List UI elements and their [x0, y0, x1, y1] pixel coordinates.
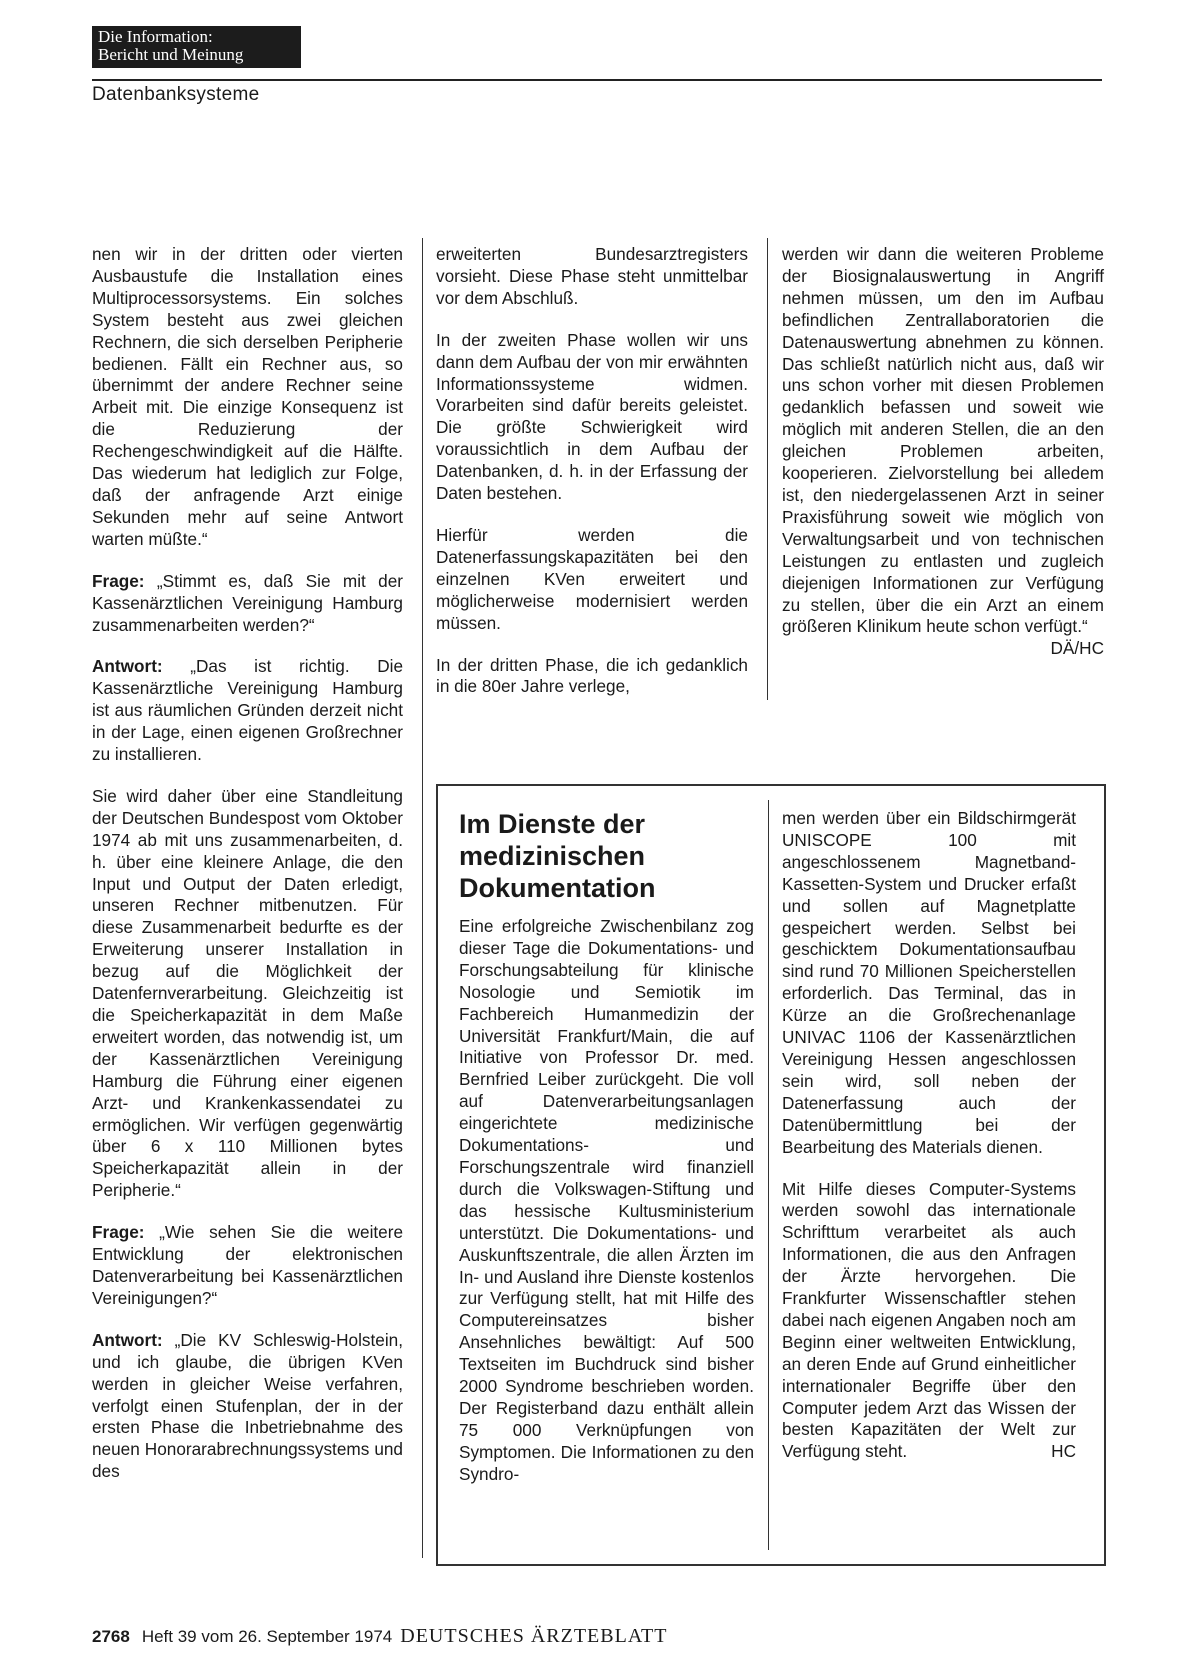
answer-text: „Die KV Schleswig-Holstein, und ich glaube, die übrigen KVen werden in gleicher Weise verfahren, verfolgt einen Stufenplan, der in der ersten Phase die Inbetriebnahme des neuen Honorarabrechnungssystems und des: [92, 1329, 403, 1482]
boxed-column-2: [782, 808, 1076, 1463]
paragraph: In der dritten Phase, die ich gedanklich in die 80er Jahre verlege,: [436, 654, 748, 697]
question-paragraph: [92, 571, 403, 637]
section-label: [92, 26, 301, 68]
paragraph: [782, 244, 1104, 659]
author-sign: DÄ/HC: [1050, 638, 1104, 659]
section-label-line1: Die Information:: [98, 27, 213, 46]
paragraph: Eine erfolgreiche Zwischenbilanz zog dieser Tage die Dokumentations- und Forschungsabteilung für klinische Nosologie und Semiotik im Fachbereich Humanmedizin der Universität Frankfurt/Main, die auf Initiative von Professor Dr. med. Bernfried Leiber zurückgeht. Die voll auf Datenverarbeitungsanlagen eingerichtete medizinische Dokumentations- und Forschungszentrale wird finanziell durch die Volkswagen-Stiftung und das hessische Kultusministerium unterstützt. Die Dokumentations- und Auskunftszentrale, die allen Ärzten im In- und Ausland ihre Dienste kostenlos zur Verfügung stellt, hat mit Hilfe des Computereinsatzes bisher Ansehnliches bewältigt: Auf 500 Textseiten im Buchdruck sind bisher 2000 Syndrome beschrieben worden. Der Registerband dazu enthält allein 75 000 Verknüpfungen von Symptomen. Die Informationen zu den Syndro-: [459, 916, 754, 1484]
paragraph: Sie wird daher über eine Standleitung der Deutschen Bundespost vom Oktober 1974 ab mit uns zusammenarbeiten, d. h. über eine kleinere Anlage, die den Input und Output der Daten erledigt, unseren Rechner mitbenutzen. Für diese Zusammenarbeit bedurfte es der Erweiterung unserer Installation in bezug auf die Möglichkeit der Datenfernverarbeitung. Gleichzeitig ist die Speicherkapazität in dem Maße erweitert worden, das notwendig ist, um der Kassenärztlichen Vereinigung Hamburg die Führung einer eigenen Arzt- und Krankenkassendatei zu ermöglichen. Wir verfügen gegenwärtig über 6 x 110 Millionen bytes Speicherkapazität allein in der Peripherie.“: [92, 785, 403, 1201]
boxed-column-1: [459, 916, 754, 1486]
paragraph: nen wir in der dritten oder vierten Ausbaustufe die Installation eines Multiprocessorsystems. Ein solches System besteht aus zwei gleichen Rechnern, die sich derselben Peripherie bedienen. Fällt ein Rechner aus, so übernimmt der andere Rechner seine Arbeit mit. Die einzige Konsequenz ist die Reduzierung der Rechengeschwindigkeit auf die Hälfte. Das wiederum hat lediglich zur Folge, daß der anfragende Arzt einige Sekunden mehr auf seine Antwort warten müßte.“: [92, 244, 403, 549]
question-paragraph: [92, 1222, 403, 1310]
question-label: Frage:: [92, 570, 145, 591]
paragraph-text: Mit Hilfe dieses Computer-Systems werden sowohl das internationale Schrifttum verarbeitet als auch Informationen, die aus den Anfragen der Ärzte hervorgehen. Die Frankfurter Wissenschaftler stehen dabei nach eigenen Angaben noch am Beginn einer weltweiten Entwicklung, an deren Ende auf Grund einheitlicher internationaler Begriffe über den Computer jedem Arzt das Wissen der besten Kapazitäten der Welt zur Verfügung steht.: [782, 1178, 1076, 1462]
page-number: 2768: [92, 1627, 130, 1646]
author-sign: HC: [1051, 1441, 1076, 1462]
boxed-article-title: Im Dienste der medizinischen Dokumentation: [459, 809, 656, 903]
question-text: „Wie sehen Sie die weitere Entwicklung der elektronischen Datenverarbeitung bei Kassenärztlichen Vereinigungen?“: [92, 1222, 404, 1308]
paragraph: men werden über ein Bildschirmgerät UNISCOPE 100 mit angeschlossenem Magnetband-Kassetten-System und Drucker erfaßt und sollen auf Magnetplatte gespeichert werden. Selbst bei geschicktem Dokumentationsaufbau sind rund 70 Millionen Speicherstellen erforderlich. Das Terminal, das in Kürze an die Großrechenanlage UNIVAC 1106 der Kassenärztlichen Vereinigung Hessen angeschlossen sein wird, soll neben der Datenerfassung auch der Datenübermittlung bei der Bearbeitung des Materials dienen.: [782, 808, 1076, 1157]
paragraph-text: werden wir dann die weiteren Probleme der Biosignalauswertung in Angriff nehmen müssen, um den im Aufbau befindlichen Zentrallaboratorien die Datenauswertung abnehmen zu können. Das schließt natürlich nicht aus, daß wir uns schon vorher mit diesen Problemen gedanklich befassen und soweit wie möglich mit anderen Stellen, die an den gleichen Problemen arbeiten, kooperieren. Zielvorstellung bei alledem ist, den niedergelassenen Arzt in seiner Praxisführung soweit wie möglich von Verwaltungsarbeit und von technischen Leistungen zu entlasten und zugleich diejenigen Informationen zur Verfügung zu stellen, über die ein Arzt an einem größeren Klinikum heute schon verfügt.“: [782, 244, 1104, 637]
column-3: [782, 244, 1104, 660]
answer-label: Antwort:: [92, 656, 163, 677]
answer-text: „Das ist richtig. Die Kassenärztliche Vereinigung Hamburg ist aus räumlichen Gründen derzeit nicht in der Lage, einen eigenen Großrechner zu installieren.: [92, 656, 403, 765]
column-divider: [767, 238, 768, 700]
issue-info: Heft 39 vom 26. September 1974: [141, 1627, 393, 1646]
column-divider: [422, 238, 423, 1558]
paragraph: [782, 1179, 1076, 1464]
answer-label: Antwort:: [92, 1329, 163, 1350]
section-label-line2: Bericht und Meinung: [98, 45, 244, 64]
journal-name: DEUTSCHES ÄRZTEBLATT: [400, 1625, 668, 1647]
page-footer: [92, 1625, 667, 1648]
answer-paragraph: [92, 656, 403, 766]
column-1: [92, 244, 403, 1483]
answer-paragraph: [92, 1330, 403, 1483]
rubric-title: Datenbanksysteme: [92, 84, 260, 105]
question-text: „Stimmt es, daß Sie mit der Kassenärztlichen Vereinigung Hamburg zusammenarbeiten werden?“: [92, 570, 403, 635]
box-column-divider: [768, 800, 769, 1550]
question-label: Frage:: [92, 1222, 145, 1243]
column-2: [436, 244, 748, 698]
paragraph: In der zweiten Phase wollen wir uns dann dem Aufbau der von mir erwähnten Informationssysteme widmen. Vorarbeiten sind dafür bereits geleistet. Die größte Schwierigkeit wird voraussichtlich in dem Aufbau der Datenbanken, d. h. in der Erfassung der Daten bestehen.: [436, 329, 748, 504]
header-rule: [92, 79, 1102, 81]
paragraph: erweiterten Bundesarztregisters vorsieht. Diese Phase steht unmittelbar vor dem Abschluß.: [436, 244, 748, 308]
paragraph: Hierfür werden die Datenerfassungskapazitäten bei den einzelnen KVen erweitert und möglicherweise modernisiert werden müssen.: [436, 524, 748, 633]
